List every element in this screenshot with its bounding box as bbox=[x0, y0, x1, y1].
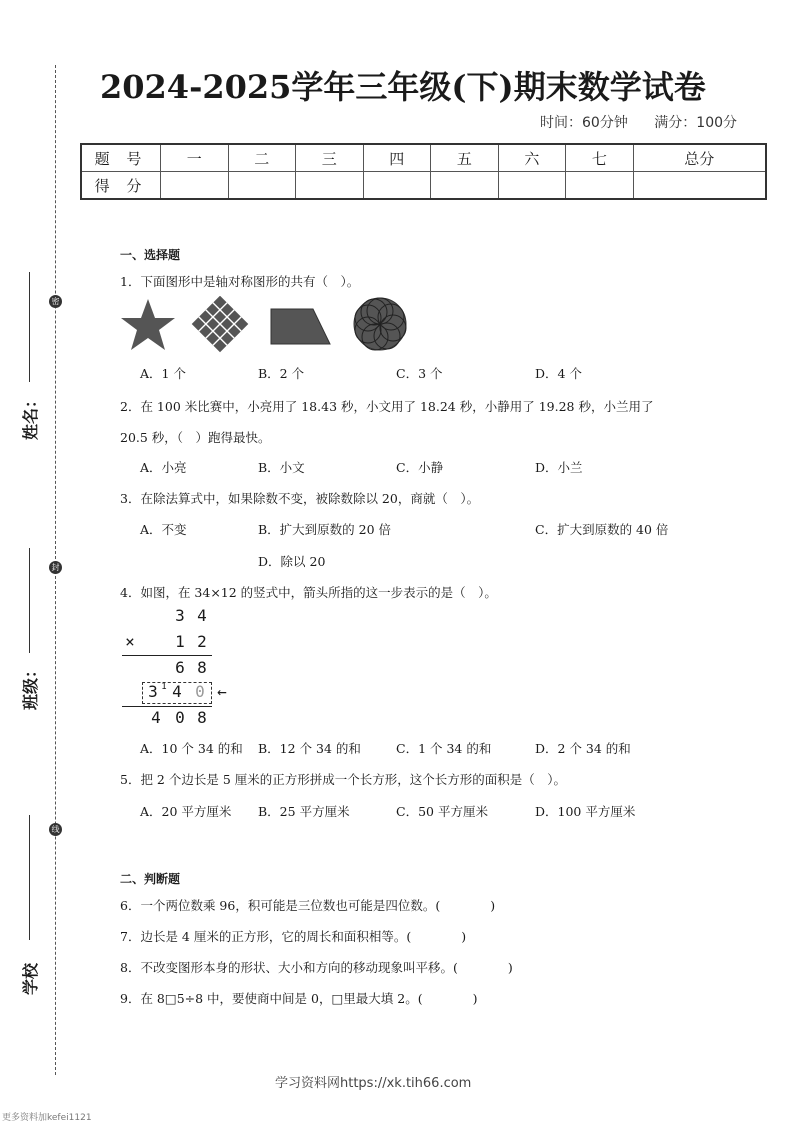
vert-digit: 6 bbox=[175, 658, 185, 677]
q2-option-d: D．小兰 bbox=[535, 460, 583, 475]
q1-option-d: D．4 个 bbox=[535, 366, 582, 381]
vert-row-4 bbox=[120, 681, 230, 703]
footer-small-note: 更多资料加kefei1121 bbox=[2, 1113, 92, 1123]
arrow-icon: ← bbox=[217, 682, 227, 701]
vert-digit: 2 bbox=[197, 632, 207, 651]
q4-option-b: B．12 个 34 的和 bbox=[258, 741, 361, 756]
question-3: 3．在除法算式中，如果除数不变，被除数除以 20，商就（ ）。 bbox=[120, 491, 480, 506]
question-1: 1．下面图形中是轴对称图形的共有（ ）。 bbox=[120, 274, 360, 289]
score-table-cell: 题 号 bbox=[81, 144, 161, 172]
score-input-cell[interactable] bbox=[363, 172, 431, 200]
seal-feng: 封 bbox=[49, 561, 62, 574]
grid-square-figure bbox=[192, 296, 249, 352]
vertical-multiplication bbox=[120, 605, 230, 730]
section-judgement-title: 二、判断题 bbox=[120, 872, 181, 886]
q3-option-a: A．不变 bbox=[140, 522, 187, 537]
score-input-cell[interactable] bbox=[498, 172, 566, 200]
vert-rule-1 bbox=[122, 655, 212, 656]
score-input-cell[interactable] bbox=[161, 172, 229, 200]
score-table-cell: 三 bbox=[296, 144, 364, 172]
name-label: 姓名： bbox=[21, 391, 40, 440]
q3-option-d: D．除以 20 bbox=[258, 554, 326, 569]
score-table-cell: 二 bbox=[228, 144, 296, 172]
score-input-cell[interactable] bbox=[296, 172, 364, 200]
q4-option-a: A．10 个 34 的和 bbox=[140, 741, 243, 756]
q1-option-a: A．1 个 bbox=[140, 366, 186, 381]
multiply-sign: × bbox=[125, 632, 135, 651]
q3-option-b: B．扩大到原数的 20 倍 bbox=[258, 522, 392, 537]
score-table-cell: 得 分 bbox=[81, 172, 161, 200]
q2-option-c: C．小静 bbox=[396, 460, 444, 475]
q2-option-a: A．小亮 bbox=[140, 460, 187, 475]
seal-xian: 线 bbox=[49, 823, 62, 836]
score-table-header-row bbox=[81, 144, 766, 172]
school-label: 学校 bbox=[21, 962, 40, 995]
score-table-cell: 六 bbox=[498, 144, 566, 172]
question-8: 8．不改变图形本身的形状、大小和方向的移动现象叫平移。( ) bbox=[120, 960, 513, 975]
vert-digit: 1 bbox=[175, 632, 185, 651]
full-score: 满分：100分 bbox=[654, 115, 738, 131]
seal-mi: 密 bbox=[49, 295, 62, 308]
class-line bbox=[29, 548, 30, 653]
q4-option-d: D．2 个 34 的和 bbox=[535, 741, 631, 756]
question-4: 4．如图，在 34×12 的竖式中，箭头所指的这一步表示的是（ ）。 bbox=[120, 585, 497, 600]
score-table-cell: 四 bbox=[363, 144, 431, 172]
question-6: 6．一个两位数乘 96，积可能是三位数也可能是四位数。( ) bbox=[120, 898, 496, 913]
score-table-cell: 七 bbox=[566, 144, 634, 172]
trapezoid-figure bbox=[271, 309, 330, 344]
q1-option-c: C．3 个 bbox=[396, 366, 443, 381]
question-7: 7．边长是 4 厘米的正方形，它的周长和面积相等。( ) bbox=[120, 929, 467, 944]
exam-title: 2024-2025学年三年级(下)期末数学试卷 bbox=[100, 68, 706, 106]
exam-meta bbox=[540, 112, 759, 132]
q5-option-d: D．100 平方厘米 bbox=[535, 804, 636, 819]
vert-digit: 4 bbox=[151, 708, 161, 727]
vert-digit: 3 bbox=[175, 606, 185, 625]
vert-digit: 0 bbox=[175, 708, 185, 727]
name-line bbox=[29, 272, 30, 382]
vert-digit: 4 bbox=[197, 606, 207, 625]
vert-row-1 bbox=[120, 605, 220, 627]
vert-digit: 8 bbox=[197, 708, 207, 727]
score-input-cell[interactable] bbox=[431, 172, 499, 200]
q5-option-a: A．20 平方厘米 bbox=[140, 804, 232, 819]
vert-digit: 3 bbox=[148, 682, 158, 701]
vert-digit: 4 bbox=[172, 682, 182, 701]
score-table bbox=[80, 143, 767, 200]
vert-digit: 0 bbox=[195, 682, 205, 701]
q5-option-c: C．50 平方厘米 bbox=[396, 804, 488, 819]
footer-watermark: 学习资料网https://xk.tih66.com bbox=[275, 1076, 472, 1091]
vert-carry-digit: 1 bbox=[161, 682, 167, 692]
time-limit: 时间：60分钟 bbox=[540, 115, 628, 131]
question-9: 9．在 8□5÷8 中，要使商中间是 0，□里最大填 2。( ) bbox=[120, 991, 478, 1006]
q5-option-b: B．25 平方厘米 bbox=[258, 804, 350, 819]
q3-option-c: C．扩大到原数的 40 倍 bbox=[535, 522, 669, 537]
section-choice-title: 一、选择题 bbox=[120, 248, 181, 262]
flower-figure bbox=[354, 298, 406, 350]
score-table-cell: 五 bbox=[431, 144, 499, 172]
score-table-cell: 总分 bbox=[633, 144, 766, 172]
question-5: 5．把 2 个边长是 5 厘米的正方形拼成一个长方形，这个长方形的面积是（ ）。 bbox=[120, 772, 567, 787]
q1-option-b: B．2 个 bbox=[258, 366, 305, 381]
q4-option-c: C．1 个 34 的和 bbox=[396, 741, 492, 756]
vert-row-5 bbox=[120, 707, 220, 729]
score-input-cell[interactable] bbox=[566, 172, 634, 200]
score-input-cell[interactable] bbox=[633, 172, 766, 200]
score-table-score-row bbox=[81, 172, 766, 200]
class-label: 班级： bbox=[21, 661, 40, 710]
vert-row-2 bbox=[120, 631, 220, 653]
q1-figures bbox=[118, 296, 418, 356]
question-2-line1: 2．在 100 米比赛中，小亮用了 18.43 秒，小文用了 18.24 秒，小静用了 19.28 秒，小兰用了 bbox=[120, 399, 654, 414]
vert-digit: 8 bbox=[197, 658, 207, 677]
score-table-cell: 一 bbox=[161, 144, 229, 172]
q2-option-b: B．小文 bbox=[258, 460, 305, 475]
star-figure bbox=[121, 299, 175, 350]
question-2-line2: 20.5 秒，（ ）跑得最快。 bbox=[120, 430, 271, 445]
score-input-cell[interactable] bbox=[228, 172, 296, 200]
school-line bbox=[29, 815, 30, 940]
